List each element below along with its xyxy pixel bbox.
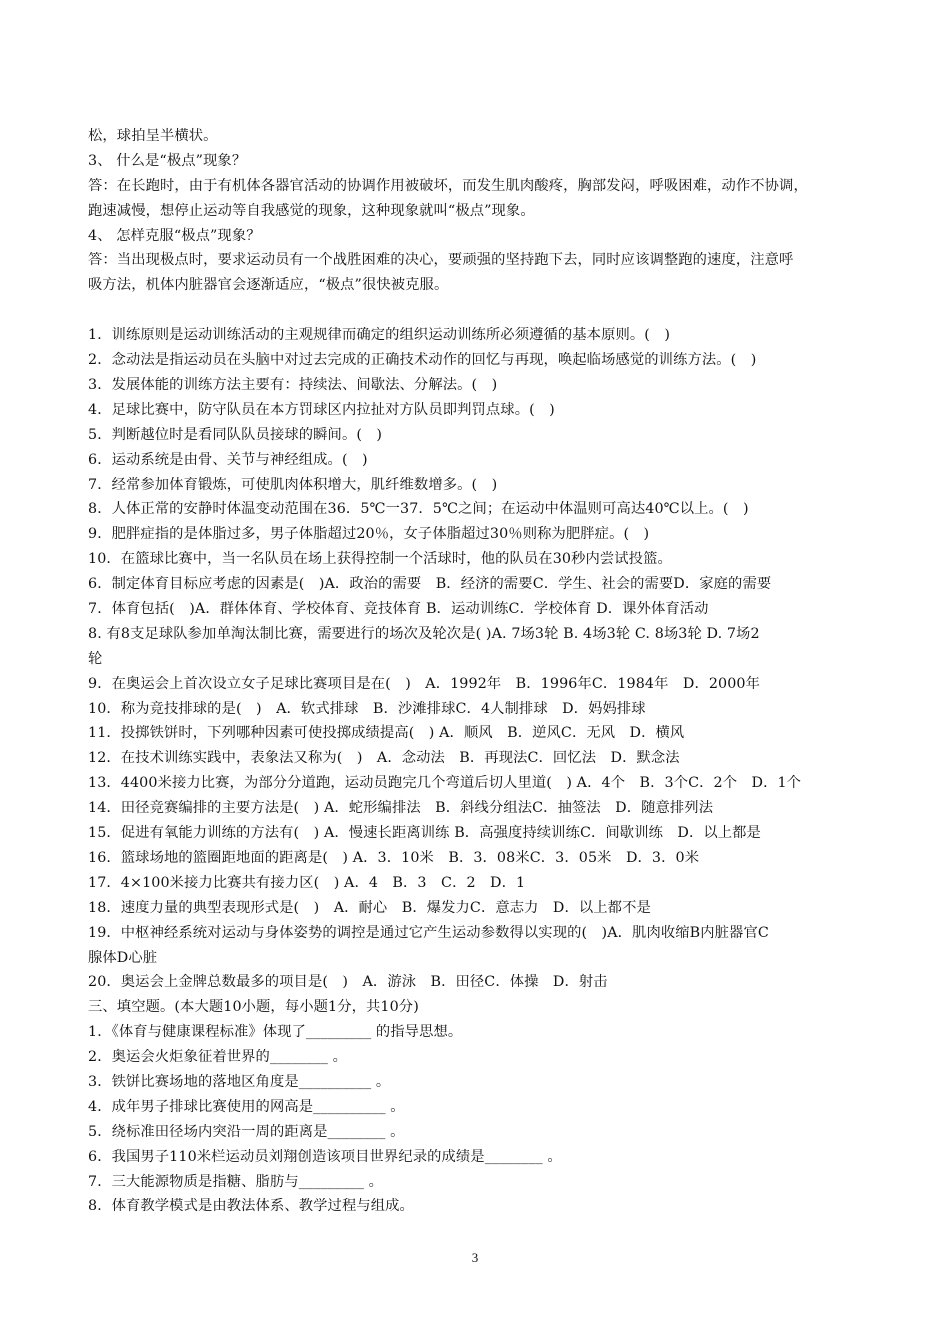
text-line: 7．经常参加体育锻炼，可使肌肉体积增大，肌纤维数增多。( ) xyxy=(88,476,498,493)
text-line: 19．中枢神经系统对运动与身体姿势的调控是通过它产生运动参数得以实现的( )A．肌肉收缩B内脏器官C xyxy=(88,924,769,941)
text-line: 6．我国男子110米栏运动员刘翔创造该项目世界纪录的成绩是________ 。 xyxy=(88,1148,562,1165)
text-line: 2．奥运会火炬象征着世界的________ 。 xyxy=(88,1049,347,1066)
text-line: 10．称为竞技排球的是( ) A．软式排球 B．沙滩排球C．4人制排球 D．妈妈排球 xyxy=(88,700,646,717)
text-line: 轮 xyxy=(88,650,103,667)
question-section xyxy=(88,323,878,1219)
text-line: 跑速减慢，想停止运动等自我感觉的现象，这种现象就叫“极点”现象。 xyxy=(88,202,535,219)
text-line: 11．投掷铁饼时，下列哪种因素可使投掷成绩提高( ) A．顺风 B．逆风C．无风 D．横风 xyxy=(88,725,685,742)
paragraph-gap xyxy=(88,298,878,323)
text-line: 3、 什么是“极点”现象？ xyxy=(88,152,247,169)
text-line: 9．在奥运会上首次设立女子足球比赛项目是在( ) A．1992年 B．1996年C．1984年 D．2000年 xyxy=(88,675,761,692)
text-line: 4．成年男子排球比赛使用的网高是__________ 。 xyxy=(88,1098,405,1115)
text-line: 答：在长跑时，由于有机体各器官活动的协调作用被破坏，而发生肌肉酸疼，胸部发闷，呼吸困难，动作不协调， xyxy=(88,177,808,194)
page-content xyxy=(88,124,878,1219)
text-line: 14．田径竞赛编排的主要方法是( ) A．蛇形编排法 B．斜线分组法C．抽签法 D．随意排列法 xyxy=(88,800,714,817)
text-line: 8．体育教学模式是由教法体系、教学过程与组成。 xyxy=(88,1198,414,1215)
text-line: 15．促进有氧能力训练的方法有( ) A．慢速长距离训练 B．高强度持续训练C．间歇训练 D．以上都是 xyxy=(88,825,761,842)
text-line: 17．4×100米接力比赛共有接力区( ) A．4 B．3 C．2 D．1 xyxy=(88,874,526,891)
text-line: 2．念动法是指运动员在头脑中对过去完成的正确技术动作的回忆与再现，唤起临场感觉的训练方法。( ) xyxy=(88,352,757,369)
text-line: 吸方法，机体内脏器官会逐渐适应，“极点”很快被克服。 xyxy=(88,277,449,294)
text-line: 6．运动系统是由骨、关节与神经组成。( ) xyxy=(88,451,368,468)
answer-section xyxy=(88,124,878,298)
text-line: 4、 怎样克服“极点”现象？ xyxy=(88,227,261,244)
text-line: 3．铁饼比赛场地的落地区角度是__________ 。 xyxy=(88,1073,391,1090)
text-line: 13．4400米接力比赛，为部分分道跑，运动员跑完几个弯道后切人里道( ) A．4个 B．3个C．2个 D．1个 xyxy=(88,775,802,792)
text-line: 三、填空题。(本大题10小题，每小题1分，共10分) xyxy=(88,999,419,1016)
text-line: 1．训练原则是运动训练活动的主观规律而确定的组织运动训练所必须遵循的基本原则。( ) xyxy=(88,327,671,344)
text-line: 腺体D心脏 xyxy=(88,949,158,966)
text-line: 20．奥运会上金牌总数最多的项目是( ) A．游泳 B．田径C．体操 D．射击 xyxy=(88,974,608,991)
text-line: 答：当出现极点时，要求运动员有一个战胜困难的决心，要顽强的坚持跑下去，同时应该调整跑的速度，注意呼 xyxy=(88,252,794,269)
text-line: 5．绕标准田径场内突沿一周的距离是________ 。 xyxy=(88,1123,405,1140)
text-line: 7．体育包括( )A．群体体育、学校体育、竞技体育 B．运动训练C．学校体育 D．课外体育活动 xyxy=(88,601,709,618)
page-number: 3 xyxy=(471,1250,479,1265)
text-line: 1．《体育与健康课程标准》体现了_________ 的指导思想。 xyxy=(88,1024,463,1041)
text-line: 7．三大能源物质是指糖、脂肪与_________ 。 xyxy=(88,1173,384,1190)
text-line: 8. 有8支足球队参加单淘汰制比赛，需要进行的场次及轮次是( )A. 7场3轮 B. 4场3轮 C. 8场3轮 D. 7场2 xyxy=(88,625,760,642)
text-line: 18．速度力量的典型表现形式是( ) A．耐心 B．爆发力C．意志力 D．以上都不是 xyxy=(88,899,651,916)
text-line: 3．发展体能的训练方法主要有：持续法、间歇法、分解法。( ) xyxy=(88,377,498,394)
text-line: 5．判断越位时是看同队队员接球的瞬间。( ) xyxy=(88,426,383,443)
text-line: 12．在技术训练实践中，表象法又称为( ) A．念动法 B．再现法C．回忆法 D．默念法 xyxy=(88,750,680,767)
text-line: 16．篮球场地的篮圈距地面的距离是( ) A．3．10米 B．3．08米C．3．05米 D．3．0米 xyxy=(88,849,700,866)
text-line: 6．制定体育目标应考虑的因素是( )A．政治的需要 B．经济的需要C．学生、社会的需要D．家庭的需要 xyxy=(88,576,772,593)
text-line: 松，球拍呈半横状。 xyxy=(88,128,218,144)
text-line: 10．在篮球比赛中，当一名队员在场上获得控制一个活球时，他的队员在30秒内尝试投篮。 xyxy=(88,551,672,568)
text-line: 8．人体正常的安静时体温变动范围在36．5℃一37．5℃之间；在运动中体温则可高达40℃以上。( ) xyxy=(88,501,749,518)
text-line: 4．足球比赛中，防守队员在本方罚球区内拉扯对方队员即判罚点球。( ) xyxy=(88,401,555,418)
text-line: 9．肥胖症指的是体脂过多，男子体脂超过20％，女子体脂超过30％则称为肥胖症。( ) xyxy=(88,526,650,543)
